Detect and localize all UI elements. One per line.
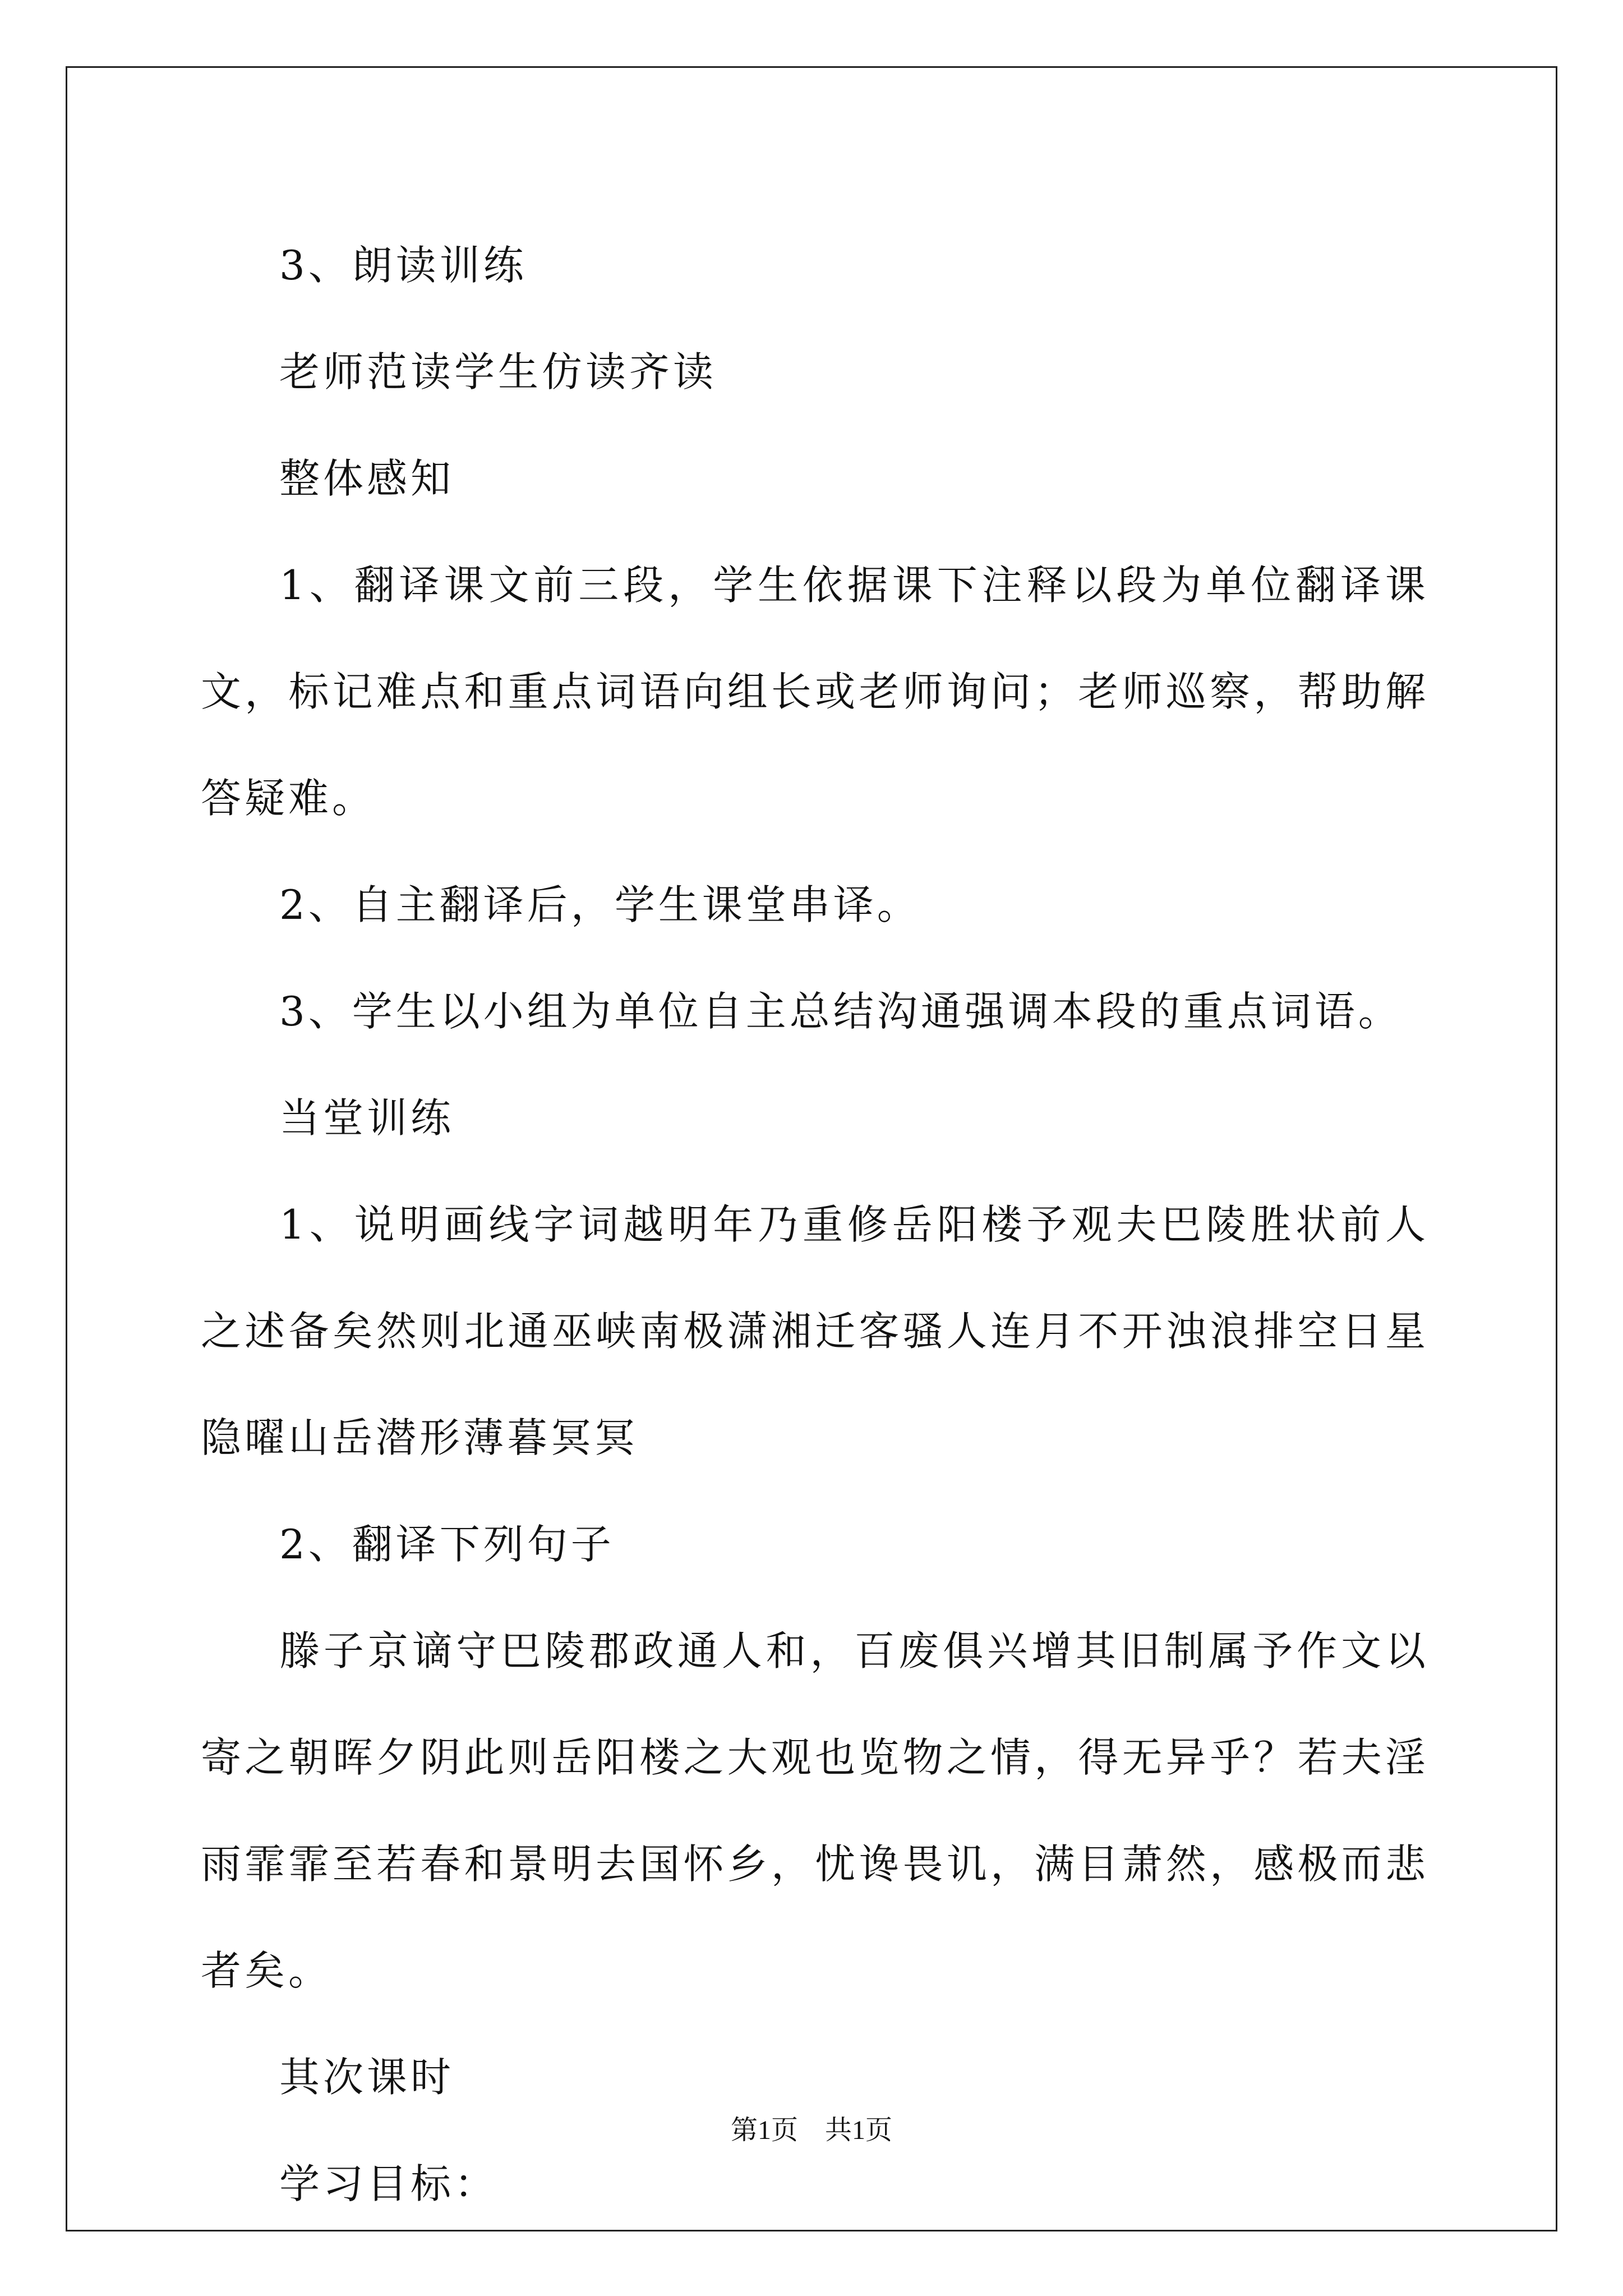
paragraph: 1、翻译课文前三段，学生依据课下注释以段为单位翻译课文，标记难点和重点词语向组长或老师询问；老师巡察，帮助解答疑难。 [201,562,1429,822]
paragraph: 3、学生以小组为单位自主总结沟通强调本段的重点词语。 [279,988,1402,1035]
paragraph: 当堂训练 [279,1094,455,1142]
paragraph: 学习目标： [279,2160,499,2207]
paragraph: 老师范读学生仿读齐读 [279,348,717,395]
paragraph: 3、朗读训练 [279,242,527,289]
paragraph: 滕子京谪守巴陵郡政通人和，百废俱兴增其旧制属予作文以寄之朝晖夕阴此则岳阳楼之大观也览物之情，得无异乎？若夫淫雨霏霏至若春和景明去国怀乡，忧谗畏讥，满目萧然，感极而悲者矣。 [201,1627,1429,1994]
paragraph: 1、说明画线字词越明年乃重修岳阳楼予观夫巴陵胜状前人之述备矣然则北通巫峡南极潇湘迁客骚人连月不开浊浪排空日星隐曜山岳潜形薄暮冥冥 [201,1201,1429,1461]
paragraph: 整体感知 [279,455,455,502]
page-number: 第1页 共1页 [730,2115,892,2145]
paragraph: 其次课时 [279,2054,455,2101]
document-body [201,212,1429,2237]
paragraph: 2、翻译下列句子 [279,1521,615,1568]
page-footer [0,2108,1623,2147]
paragraph: 2、自主翻译后，学生课堂串译。 [279,881,921,928]
